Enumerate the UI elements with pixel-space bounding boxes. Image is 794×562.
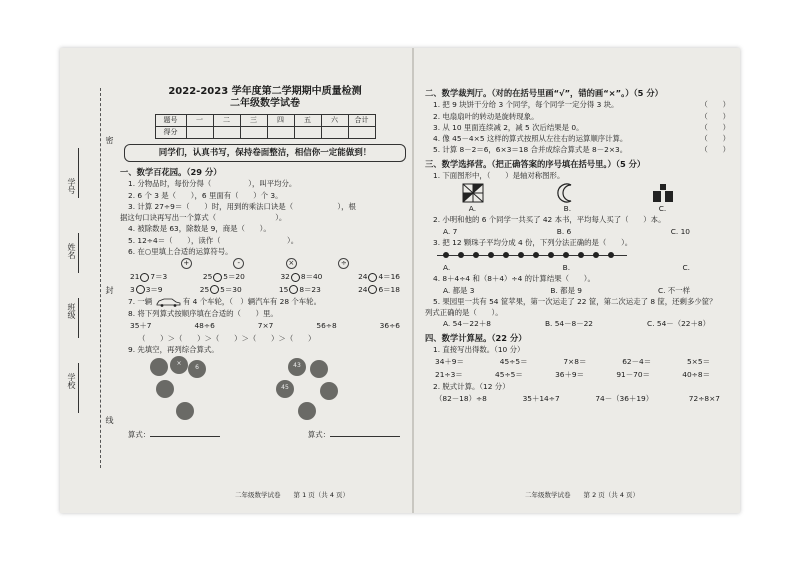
page-1-content (120, 86, 410, 441)
score-cell: 合计 (348, 114, 375, 126)
apple-icon (156, 380, 174, 398)
calc-item[interactable]: 72÷8×7 (688, 394, 720, 404)
operator-blank[interactable] (291, 273, 300, 282)
question: 6. 在○里填上合适的运算符号。 (128, 246, 233, 256)
question: 8. 将下列算式按顺序填在合适的（ ）里。 (128, 309, 278, 319)
bead (608, 252, 614, 258)
score-table (155, 114, 376, 139)
question[interactable]: 3. 计算 27÷9＝（ ）时，用到的乘法口诀是（ ），根 (128, 201, 356, 211)
page-1-footer: 二年级数学试卷 第 1 页（共 4 页） (235, 491, 350, 499)
apple-icon: 43 (288, 358, 306, 376)
option-label[interactable]: C. (658, 204, 667, 214)
calc-item[interactable]: （82－18）÷8 (435, 394, 487, 404)
operator-blank[interactable] (210, 285, 219, 294)
calc-item[interactable]: 62－4＝ (622, 357, 652, 367)
expression: 7×7 (257, 321, 274, 331)
operator-blank[interactable] (368, 273, 377, 282)
shape-option-labels (425, 204, 710, 213)
score-input[interactable] (294, 126, 321, 138)
option-label[interactable]: A. 都是 3 (443, 285, 475, 295)
operator-expr: 15 8＝23 (278, 284, 321, 294)
question[interactable]: 5. 12÷4＝（ ），读作（ ）。 (128, 235, 299, 245)
notice-box: 同学们，认真书写，保持卷面整洁，相信你一定能做到！ (124, 144, 406, 163)
page-1 (60, 48, 410, 513)
apple-icon (298, 402, 316, 420)
exam-title: 2022-2023 学年度第二学期期中质量检测 (168, 86, 362, 97)
option-label[interactable]: A. (468, 204, 477, 214)
block-shape-icon (652, 183, 674, 203)
question[interactable]: 据这句口诀再写出一个算式（ ）。 (120, 213, 287, 223)
operator-expr: 3 3＝9 (130, 284, 163, 294)
operator-row-2 (130, 285, 400, 295)
operator-blank[interactable] (213, 273, 222, 282)
expression: 36÷6 (379, 321, 400, 331)
true-false-item[interactable]: 3. 从 10 里面连续减 2，减 5 次后结果是 0。 （ ） (433, 122, 730, 132)
calc-item[interactable]: 36＋9＝ (555, 369, 584, 379)
score-cell: 三 (240, 114, 267, 126)
calc-item[interactable]: 40÷8＝ (682, 369, 710, 379)
expression: 56÷8 (316, 321, 337, 331)
exam-sheet (60, 48, 740, 513)
question[interactable]: 3. 把 12 颗珠子平均分成 4 份，下列分法正确的是（ ）。 (433, 237, 633, 247)
operator-expr: 24 6＝18 (358, 284, 400, 294)
apple-icon (310, 360, 328, 378)
calc-item[interactable]: 74－（36＋19） (595, 394, 654, 404)
score-table-row (155, 126, 375, 138)
bead (593, 252, 599, 258)
shape-options (425, 183, 710, 203)
score-input[interactable] (267, 126, 294, 138)
question[interactable]: 7. 一辆 有 4 个车轮，（ ）辆汽车有 28 个车轮。 (128, 297, 321, 307)
choice-options (443, 227, 690, 236)
question[interactable]: 4. 被除数是 63，除数是 9，商是（ ）。 (128, 224, 271, 234)
apple-icon (150, 358, 168, 376)
apple-tree-diagrams (120, 356, 410, 428)
apple-icon: 6 (188, 360, 206, 378)
score-cell: 六 (321, 114, 348, 126)
calc-item[interactable]: 35＋14÷7 (522, 394, 560, 404)
section-3-title: 三、数学选择营。（把正确答案的序号填在括号里。）（5 分） (425, 158, 646, 169)
option-label[interactable]: C. 10 (670, 226, 690, 236)
name-line[interactable] (78, 233, 79, 273)
page-2 (415, 48, 740, 513)
option-label[interactable]: A. (443, 263, 451, 273)
label-student-id: 学号 (67, 178, 76, 194)
apple-icon: × (170, 356, 188, 374)
bead (443, 252, 449, 258)
score-cell: 四 (267, 114, 294, 126)
formula-blank[interactable]: 算式： (128, 430, 220, 439)
score-input[interactable] (240, 126, 267, 138)
operator-options (160, 258, 370, 269)
option-label[interactable]: B. 6 (556, 226, 572, 236)
option-label[interactable]: B. (562, 263, 571, 273)
question: 1. 直接写出得数。（10 分） (433, 345, 525, 355)
page-2-content (425, 84, 730, 406)
exam-subtitle: 二年级数学试卷 (230, 98, 300, 109)
school-line[interactable] (78, 363, 79, 413)
seal-char-3: 线 (105, 416, 114, 424)
seal-char-2: 封 (105, 286, 114, 294)
calc-item[interactable]: 91－70＝ (616, 369, 650, 379)
option-label[interactable]: C. 不一样 (657, 285, 690, 295)
operator-expr: 24 4＝16 (358, 272, 400, 282)
section-1-title: 一、数学百花园。（29 分） (120, 167, 222, 178)
bead (548, 252, 554, 258)
seal-line (100, 88, 101, 468)
binding-margin (60, 48, 115, 513)
oral-calc-row (435, 357, 710, 366)
choice-options (443, 319, 710, 328)
true-false-item[interactable]: 5. 计算 8－2＝6，6×3＝18 合并成综合算式是 8－2×3。 （ ） (433, 145, 730, 155)
question[interactable]: 4. 8＋4÷4 和（8＋4）÷4 的计算结果（ ）。 (433, 274, 595, 284)
option-label[interactable]: A. 7 (443, 226, 458, 236)
score-input[interactable] (186, 126, 213, 138)
choice-options (443, 263, 690, 272)
score-input[interactable] (321, 126, 348, 138)
question[interactable]: 列式正确的是（ ）。 (425, 308, 503, 318)
option-label[interactable]: C. (682, 263, 690, 273)
operator-expr: 21 7＝3 (130, 272, 168, 282)
operator-blank[interactable] (140, 273, 149, 282)
operator-blank[interactable] (368, 285, 377, 294)
crescent-moon-icon (557, 183, 579, 203)
label-class: 班级 (67, 303, 76, 319)
section-2-title: 二、数学裁判厅。（对的在括号里画“√”，错的画“×”。）（5 分） (425, 88, 663, 98)
class-line[interactable] (78, 298, 79, 338)
expression-list (130, 321, 400, 330)
true-false-item[interactable]: 4. 像 45－4×5 这样的算式按照从左往右的运算顺序计算。 （ ） (433, 134, 730, 144)
bead (563, 252, 569, 258)
bead (503, 252, 509, 258)
option-label[interactable]: B. (563, 204, 572, 214)
operator-expr: 32 8＝40 (280, 272, 323, 282)
bead (473, 252, 479, 258)
label-school: 学校 (67, 373, 76, 389)
operator-blank[interactable] (136, 285, 145, 294)
choice-options (443, 286, 690, 295)
calc-item[interactable]: 5×5＝ (686, 357, 710, 367)
formula-row (128, 430, 400, 439)
ordering-chain[interactable]: （ ）＞（ ）＞（ ）＞（ ）＞（ ） (138, 333, 316, 343)
question[interactable]: 2. 6 个 3 是（ ），6 里面有（ ）个 3。 (128, 190, 283, 200)
expression: 35＋7 (130, 321, 152, 331)
divide-symbol: ÷ (338, 258, 349, 269)
bead (488, 252, 494, 258)
score-cell: 得分 (155, 126, 186, 138)
operator-row-1 (130, 272, 400, 282)
apple-icon: 45 (276, 380, 294, 398)
oral-calc-row (435, 370, 710, 379)
label-name: 姓名 (67, 243, 76, 259)
option-label[interactable]: B. 都是 9 (550, 285, 583, 295)
pinwheel-shape-icon (462, 183, 484, 203)
true-false-item[interactable]: 1. 把 9 块饼干分给 3 个同学，每个同学一定分得 3 块。 （ ） (433, 100, 730, 110)
true-false-item[interactable]: 2. 电扇扇叶的转动是旋转现象。 （ ） (433, 111, 730, 121)
page-fold (412, 48, 414, 513)
bead (533, 252, 539, 258)
calc-item[interactable]: 34＋9＝ (435, 357, 464, 367)
plus-symbol: + (181, 258, 192, 269)
times-symbol: × (286, 258, 297, 269)
operator-expr: 25 5＝20 (202, 272, 245, 282)
question: 5. 果园里一共有 54 筐苹果，第一次运走了 22 筐，第二次运走了 8 筐，还剩多少筐？ (433, 296, 717, 306)
apple-icon (176, 402, 194, 420)
calc-item[interactable]: 45÷5＝ (495, 369, 523, 379)
formula-blank[interactable]: 算式： (308, 430, 400, 439)
bead (578, 252, 584, 258)
bead (458, 252, 464, 258)
option-label[interactable]: C. 54－（22＋8） (647, 319, 710, 329)
option-label[interactable]: A. 54－22＋8 (443, 319, 491, 329)
expression: 48÷6 (194, 321, 215, 331)
apple-icon (320, 382, 338, 400)
calc-item[interactable]: 21÷3＝ (435, 369, 463, 379)
calc-item[interactable]: 7×8＝ (563, 357, 587, 367)
seal-char-1: 密 (105, 136, 114, 144)
question: 9. 先填空，再列综合算式。 (128, 344, 219, 354)
score-cell: 五 (294, 114, 321, 126)
section-4-title: 四、数学计算屋。（22 分） (425, 332, 527, 343)
bead-string-diagram (437, 251, 627, 261)
operator-expr: 25 5＝30 (199, 284, 242, 294)
operator-blank[interactable] (289, 285, 298, 294)
score-cell: 二 (213, 114, 240, 126)
question[interactable]: 1. 分物品时，每份分得（ ），叫平均分。 (128, 179, 297, 189)
score-cell: 一 (186, 114, 213, 126)
calc-item[interactable]: 45÷5＝ (499, 357, 528, 367)
question[interactable]: 2. 小明和他的 6 个同学一共买了 42 本书，平均每人买了（ ）本。 (433, 215, 666, 225)
option-label[interactable]: B. 54－8－22 (544, 319, 594, 329)
question: 2. 脱式计算。（12 分） (433, 381, 510, 391)
bead (518, 252, 524, 258)
score-input[interactable] (213, 126, 240, 138)
student-id-line[interactable] (78, 148, 79, 198)
question[interactable]: 1. 下面图形中，（ ）是轴对称图形。 (433, 170, 565, 180)
score-cell: 题号 (155, 114, 186, 126)
car-icon (155, 297, 181, 307)
stepwise-calc-row (435, 394, 720, 403)
minus-symbol: - (233, 258, 244, 269)
score-table-row (155, 114, 375, 126)
score-input[interactable] (348, 126, 375, 138)
page-2-footer: 二年级数学试卷 第 2 页（共 4 页） (525, 491, 640, 499)
